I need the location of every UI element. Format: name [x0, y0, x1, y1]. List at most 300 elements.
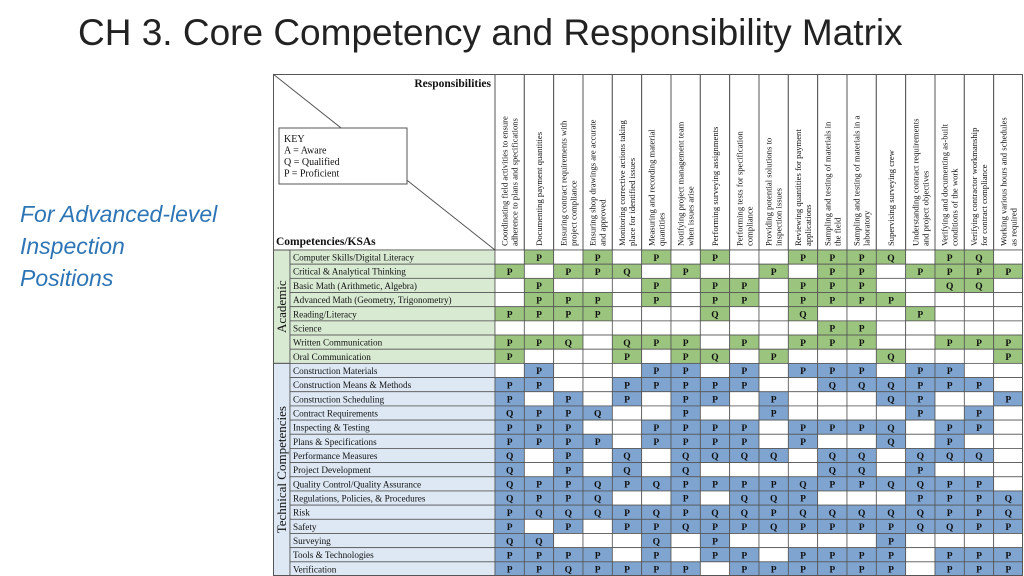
matrix-cell-value: P	[858, 551, 865, 562]
matrix-cell	[876, 321, 905, 335]
matrix-cell	[906, 548, 935, 562]
matrix-cell-value: P	[829, 367, 836, 378]
matrix-cell	[876, 307, 905, 321]
matrix-cell-value: P	[682, 381, 689, 392]
matrix-cell-value: P	[565, 523, 572, 534]
matrix-cell-value: P	[888, 537, 894, 548]
matrix-cell-value: Q	[505, 452, 514, 463]
matrix-cell-value: P	[565, 494, 572, 505]
matrix-cell	[906, 335, 935, 349]
matrix-cell	[994, 293, 1023, 307]
matrix-cell-value: P	[536, 253, 542, 264]
matrix-cell-value: P	[917, 267, 924, 278]
matrix-cell	[554, 278, 583, 292]
matrix-cell-value: Q	[593, 480, 602, 491]
matrix-cell-value: P	[1005, 565, 1012, 576]
matrix-cell	[524, 349, 553, 363]
matrix-cell-value: P	[829, 296, 836, 307]
column-header-12-line-1: laboratory	[861, 210, 872, 246]
matrix-cell-value: P	[800, 551, 806, 562]
matrix-cell-value: P	[917, 381, 924, 392]
matrix-cell	[612, 420, 641, 434]
matrix-cell	[759, 548, 788, 562]
matrix-cell	[612, 307, 641, 321]
matrix-cell-value: P	[682, 267, 689, 278]
matrix-cell	[642, 264, 671, 278]
matrix-cell	[524, 448, 553, 462]
matrix-cell-value: P	[506, 352, 513, 363]
matrix-cell	[612, 533, 641, 547]
matrix-cell-value: Q	[681, 452, 690, 463]
matrix-cell	[554, 363, 583, 377]
matrix-cell	[818, 392, 847, 406]
row-label: Computer Skills/Digital Literacy	[293, 252, 414, 263]
matrix-cell	[818, 491, 847, 505]
matrix-cell-value: Q	[505, 466, 514, 477]
matrix-cell	[935, 349, 964, 363]
matrix-cell-value: Q	[887, 381, 895, 392]
matrix-cell	[788, 349, 817, 363]
matrix-cell	[700, 562, 729, 576]
matrix-cell-value: P	[829, 423, 836, 434]
matrix-cell	[906, 278, 935, 292]
matrix-cell-value: P	[976, 267, 982, 278]
matrix-cell-value: Q	[681, 466, 690, 477]
matrix-cell	[994, 378, 1023, 392]
matrix-cell	[847, 392, 876, 406]
matrix-cell-value: P	[624, 381, 630, 392]
matrix-cell-value: P	[946, 338, 953, 349]
row-label: Construction Materials	[293, 365, 378, 376]
matrix-cell-value: P	[858, 296, 865, 307]
column-header-3-line-1: and approved	[597, 199, 608, 246]
column-header-2-line-1: project compliance	[568, 180, 579, 246]
matrix-cell-value: P	[653, 423, 660, 434]
matrix-cell-value: P	[858, 423, 865, 434]
matrix-cell	[876, 264, 905, 278]
matrix-cell-value: P	[770, 409, 777, 420]
matrix-cell-value: P	[800, 523, 806, 534]
matrix-cell	[524, 463, 553, 477]
matrix-cell	[935, 463, 964, 477]
matrix-cell-value: P	[829, 253, 836, 264]
matrix-cell-value: P	[976, 494, 982, 505]
matrix-cell-value: Q	[975, 452, 983, 463]
matrix-cell-value: P	[946, 480, 953, 491]
matrix-cell-value: P	[594, 267, 601, 278]
column-header-15-line-1: conditions of the work	[949, 168, 960, 246]
matrix-cell-value: P	[829, 565, 836, 576]
matrix-cell	[935, 392, 964, 406]
column-header-12-line-0: Sampling and testing of materials in a	[851, 115, 862, 246]
matrix-cell	[495, 321, 524, 335]
matrix-cell	[964, 293, 993, 307]
matrix-cell	[759, 293, 788, 307]
matrix-cell-value: P	[800, 367, 806, 378]
matrix-cell	[583, 463, 612, 477]
matrix-cell	[935, 293, 964, 307]
matrix-cell-value: P	[712, 253, 718, 264]
matrix-cell	[495, 278, 524, 292]
matrix-cell-value: P	[829, 338, 836, 349]
matrix-cell-value: P	[712, 551, 718, 562]
row-label: Performance Measures	[293, 451, 378, 462]
matrix-cell-value: Q	[652, 537, 661, 548]
matrix-cell-value: Q	[799, 480, 807, 491]
matrix-cell-value: P	[682, 565, 689, 576]
matrix-cell	[818, 434, 847, 448]
matrix-cell-value: Q	[916, 480, 925, 491]
matrix-cell-value: P	[888, 296, 894, 307]
matrix-cell	[788, 533, 817, 547]
matrix-cell-value: P	[946, 551, 953, 562]
column-header-13-line-0: Supervising surveying crew	[886, 150, 896, 246]
matrix-cell-value: Q	[681, 523, 690, 534]
matrix-cell-value: P	[536, 381, 542, 392]
matrix-cell-value: Q	[945, 452, 954, 463]
matrix-cell-value: P	[712, 282, 718, 293]
matrix-cell-value: Q	[828, 466, 837, 477]
matrix-cell-value: P	[682, 508, 689, 519]
matrix-cell-value: P	[624, 523, 630, 534]
matrix-cell	[964, 392, 993, 406]
competencies-label: Competencies/KSAs	[276, 236, 376, 248]
matrix-cell-value: P	[536, 551, 542, 562]
matrix-cell	[788, 321, 817, 335]
matrix-cell	[935, 307, 964, 321]
matrix-cell-value: P	[858, 282, 865, 293]
matrix-cell-value: P	[653, 551, 660, 562]
matrix-cell-value: Q	[828, 508, 837, 519]
matrix-cell-value: P	[682, 494, 689, 505]
matrix-cell-value: Q	[711, 310, 719, 321]
matrix-cell-value: Q	[769, 452, 778, 463]
matrix-cell-value: P	[712, 523, 718, 534]
matrix-cell-value: P	[829, 523, 836, 534]
matrix-cell-value: P	[506, 338, 513, 349]
matrix-cell-value: P	[946, 438, 953, 449]
matrix-cell-value: P	[976, 551, 982, 562]
row-label: Tools & Technologies	[293, 550, 374, 561]
matrix-cell-value: Q	[887, 438, 895, 449]
matrix-cell-value: P	[536, 423, 542, 434]
column-header-3-line-0: Ensuring shop drawings are accurate	[587, 119, 598, 246]
matrix-cell-value: Q	[1004, 508, 1013, 519]
matrix-cell	[700, 463, 729, 477]
column-header-6-line-1: when issues arise	[685, 186, 696, 246]
matrix-cell-value: P	[1005, 352, 1012, 363]
row-label: Surveying	[293, 536, 331, 547]
matrix-cell-value: P	[800, 338, 806, 349]
matrix-cell-value: P	[712, 381, 718, 392]
matrix-cell	[876, 406, 905, 420]
column-header-1-line-0: Documenting payment quantities	[534, 131, 544, 246]
column-header-5-line-1: quantities	[656, 212, 667, 246]
matrix-cell	[847, 307, 876, 321]
matrix-cell	[524, 519, 553, 533]
matrix-cell	[583, 519, 612, 533]
group-label-1: Technical Competencies	[274, 406, 289, 534]
matrix-cell	[583, 321, 612, 335]
matrix-cell-value: P	[565, 438, 572, 449]
matrix-cell	[730, 406, 759, 420]
matrix-cell	[671, 250, 700, 264]
matrix-cell-value: Q	[711, 452, 719, 463]
matrix-cell-value: P	[712, 537, 718, 548]
row-label: Risk	[293, 507, 310, 518]
matrix-cell	[671, 307, 700, 321]
matrix-cell-value: P	[946, 367, 953, 378]
key-line-2: Q = Qualified	[284, 157, 340, 168]
matrix-cell-value: P	[976, 423, 982, 434]
matrix-cell	[964, 463, 993, 477]
matrix-cell-value: P	[800, 296, 806, 307]
matrix-cell	[730, 463, 759, 477]
matrix-cell	[906, 293, 935, 307]
matrix-cell-value: P	[741, 381, 748, 392]
matrix-cell	[818, 307, 847, 321]
matrix-cell-value: P	[653, 282, 660, 293]
matrix-cell-value: P	[506, 310, 513, 321]
matrix-cell-value: P	[506, 267, 513, 278]
side-note	[20, 198, 260, 294]
matrix-cell-value: P	[946, 423, 953, 434]
matrix-cell-value: Q	[623, 267, 631, 278]
matrix-cell-value: P	[976, 480, 982, 491]
column-header-4-line-0: Monitoring corrective actions taking	[617, 120, 627, 246]
matrix-cell-value: P	[800, 423, 806, 434]
matrix-cell	[964, 349, 993, 363]
matrix-cell-value: P	[976, 338, 982, 349]
matrix-cell-value: P	[1005, 551, 1012, 562]
column-header-8-line-0: Performing tests for specification	[734, 131, 745, 246]
matrix-cell-value: Q	[652, 480, 661, 491]
matrix-cell-value: P	[829, 267, 836, 278]
matrix-cell-value: P	[536, 310, 542, 321]
matrix-cell	[612, 406, 641, 420]
matrix-cell	[759, 378, 788, 392]
matrix-cell	[730, 349, 759, 363]
matrix-cell	[700, 491, 729, 505]
matrix-cell	[671, 293, 700, 307]
matrix-cell-value: Q	[564, 565, 573, 576]
matrix-cell-value: P	[506, 423, 513, 434]
matrix-cell	[554, 321, 583, 335]
matrix-cell-value: P	[770, 508, 777, 519]
matrix-cell	[671, 533, 700, 547]
matrix-cell	[583, 378, 612, 392]
matrix-cell-value: Q	[887, 480, 895, 491]
matrix-cell-value: P	[858, 324, 865, 335]
matrix-cell	[700, 321, 729, 335]
matrix-cell-value: P	[770, 480, 777, 491]
matrix-cell	[964, 533, 993, 547]
matrix-cell-value: P	[1005, 395, 1012, 406]
matrix-cell-value: P	[565, 423, 572, 434]
matrix-cell	[612, 293, 641, 307]
matrix-cell	[554, 533, 583, 547]
matrix-cell-value: P	[858, 480, 865, 491]
matrix-cell-value: P	[565, 480, 572, 491]
matrix-cell	[876, 363, 905, 377]
matrix-cell-value: P	[536, 480, 542, 491]
matrix-cell-value: P	[741, 367, 748, 378]
matrix-cell	[994, 477, 1023, 491]
matrix-cell-value: P	[565, 310, 572, 321]
matrix-cell-value: Q	[535, 537, 543, 548]
matrix-cell	[994, 420, 1023, 434]
matrix-cell	[612, 250, 641, 264]
matrix-cell-value: Q	[916, 452, 925, 463]
matrix-cell-value: P	[917, 395, 924, 406]
matrix-cell-value: Q	[535, 508, 543, 519]
matrix-cell	[994, 307, 1023, 321]
matrix-cell	[818, 349, 847, 363]
matrix-cell-value: P	[594, 551, 601, 562]
matrix-cell-value: P	[858, 565, 865, 576]
row-label: Construction Scheduling	[293, 394, 385, 405]
matrix-cell	[642, 321, 671, 335]
matrix-cell	[759, 321, 788, 335]
matrix-cell	[788, 392, 817, 406]
matrix-cell-value: P	[536, 296, 542, 307]
column-header-0-line-0: Coordinating field activities to ensure	[499, 116, 510, 246]
matrix-cell-value: P	[888, 523, 894, 534]
matrix-cell-value: Q	[652, 508, 661, 519]
matrix-cell-value: P	[976, 565, 982, 576]
matrix-cell-value: P	[565, 551, 572, 562]
matrix-cell-value: P	[946, 267, 953, 278]
matrix-cell	[994, 448, 1023, 462]
matrix-cell	[642, 349, 671, 363]
row-label: Plans & Specifications	[293, 436, 377, 447]
matrix-cell-value: P	[917, 466, 924, 477]
matrix-cell-value: Q	[857, 508, 866, 519]
column-header-10-line-0: Reviewing quantities for payment	[793, 129, 803, 246]
matrix-cell-value: P	[565, 409, 572, 420]
matrix-cell-value: P	[682, 480, 689, 491]
matrix-cell-value: Q	[975, 253, 983, 264]
matrix-cell-value: P	[536, 338, 542, 349]
matrix-cell-value: P	[800, 494, 806, 505]
matrix-cell-value: P	[506, 551, 513, 562]
row-label: Reading/Literacy	[293, 309, 357, 320]
matrix-cell	[788, 378, 817, 392]
matrix-cell	[583, 278, 612, 292]
matrix-cell	[554, 349, 583, 363]
row-label-cell	[290, 519, 495, 533]
matrix-cell	[994, 321, 1023, 335]
row-label: Oral Communication	[293, 351, 371, 362]
matrix-cell	[730, 321, 759, 335]
matrix-cell-value: P	[653, 296, 660, 307]
matrix-cell	[818, 406, 847, 420]
matrix-cell-value: P	[682, 352, 689, 363]
matrix-cell-value: Q	[857, 466, 866, 477]
matrix-cell	[524, 321, 553, 335]
matrix-cell-value: P	[536, 282, 542, 293]
matrix-cell-value: Q	[623, 466, 631, 477]
row-label: Safety	[293, 521, 317, 532]
matrix-cell	[788, 448, 817, 462]
matrix-cell	[612, 363, 641, 377]
matrix-cell	[554, 250, 583, 264]
matrix-cell	[583, 533, 612, 547]
matrix-cell-value: P	[653, 253, 660, 264]
matrix-cell-value: P	[712, 423, 718, 434]
matrix-cell-value: Q	[740, 494, 749, 505]
matrix-cell-value: Q	[799, 508, 807, 519]
matrix-cell-value: P	[624, 395, 630, 406]
matrix-cell-value: P	[741, 338, 748, 349]
matrix-cell-value: Q	[769, 494, 778, 505]
matrix-cell-value: Q	[505, 409, 514, 420]
matrix-cell-value: P	[1005, 523, 1012, 534]
matrix-cell	[964, 363, 993, 377]
matrix-cell-value: P	[594, 253, 601, 264]
responsibilities-label: Responsibilities	[414, 78, 491, 90]
matrix-cell-value: Q	[916, 508, 925, 519]
matrix-cell-value: P	[653, 338, 660, 349]
matrix-cell	[612, 491, 641, 505]
matrix-cell-value: P	[653, 438, 660, 449]
row-label: Project Development	[293, 465, 371, 476]
matrix-cell	[730, 533, 759, 547]
matrix-cell-value: P	[624, 480, 630, 491]
matrix-cell	[554, 378, 583, 392]
matrix-cell-value: P	[565, 296, 572, 307]
matrix-cell-value: Q	[769, 523, 778, 534]
matrix-cell-value: Q	[593, 409, 602, 420]
row-label: Critical & Analytical Thinking	[293, 266, 406, 277]
matrix-cell-value: P	[506, 395, 513, 406]
matrix-cell	[847, 533, 876, 547]
matrix-cell	[495, 250, 524, 264]
matrix-cell-value: P	[536, 409, 542, 420]
matrix-cell-value: Q	[975, 282, 983, 293]
matrix-cell-value: Q	[505, 494, 514, 505]
matrix-cell	[700, 363, 729, 377]
matrix-cell-value: Q	[916, 523, 925, 534]
matrix-cell-value: P	[536, 565, 542, 576]
matrix-cell-value: P	[976, 523, 982, 534]
matrix-cell-value: P	[917, 409, 924, 420]
matrix-cell-value: P	[770, 267, 777, 278]
side-note-line-1: For Advanced-level	[20, 201, 218, 227]
matrix-cell	[700, 264, 729, 278]
matrix-cell	[495, 293, 524, 307]
matrix-cell-value: P	[712, 296, 718, 307]
matrix-cell	[759, 463, 788, 477]
matrix-cell-value: P	[565, 452, 572, 463]
matrix-cell	[906, 321, 935, 335]
side-note-line-3: Positions	[20, 265, 114, 291]
column-header-6-line-0: Notifying project management team	[675, 121, 686, 246]
matrix-cell-value: P	[682, 438, 689, 449]
matrix-cell-value: P	[741, 523, 748, 534]
matrix-cell-value: Q	[887, 508, 895, 519]
matrix-cell	[788, 264, 817, 278]
column-header-14-line-0: Understanding contract requirements	[910, 118, 921, 246]
matrix-cell-value: P	[770, 565, 777, 576]
matrix-cell	[524, 264, 553, 278]
row-label: Basic Math (Arithmetic, Algebra)	[293, 280, 417, 291]
matrix-cell	[847, 434, 876, 448]
matrix-cell-value: P	[946, 565, 953, 576]
matrix-cell-value: P	[682, 338, 689, 349]
matrix-cell	[906, 562, 935, 576]
matrix-cell-value: P	[682, 409, 689, 420]
